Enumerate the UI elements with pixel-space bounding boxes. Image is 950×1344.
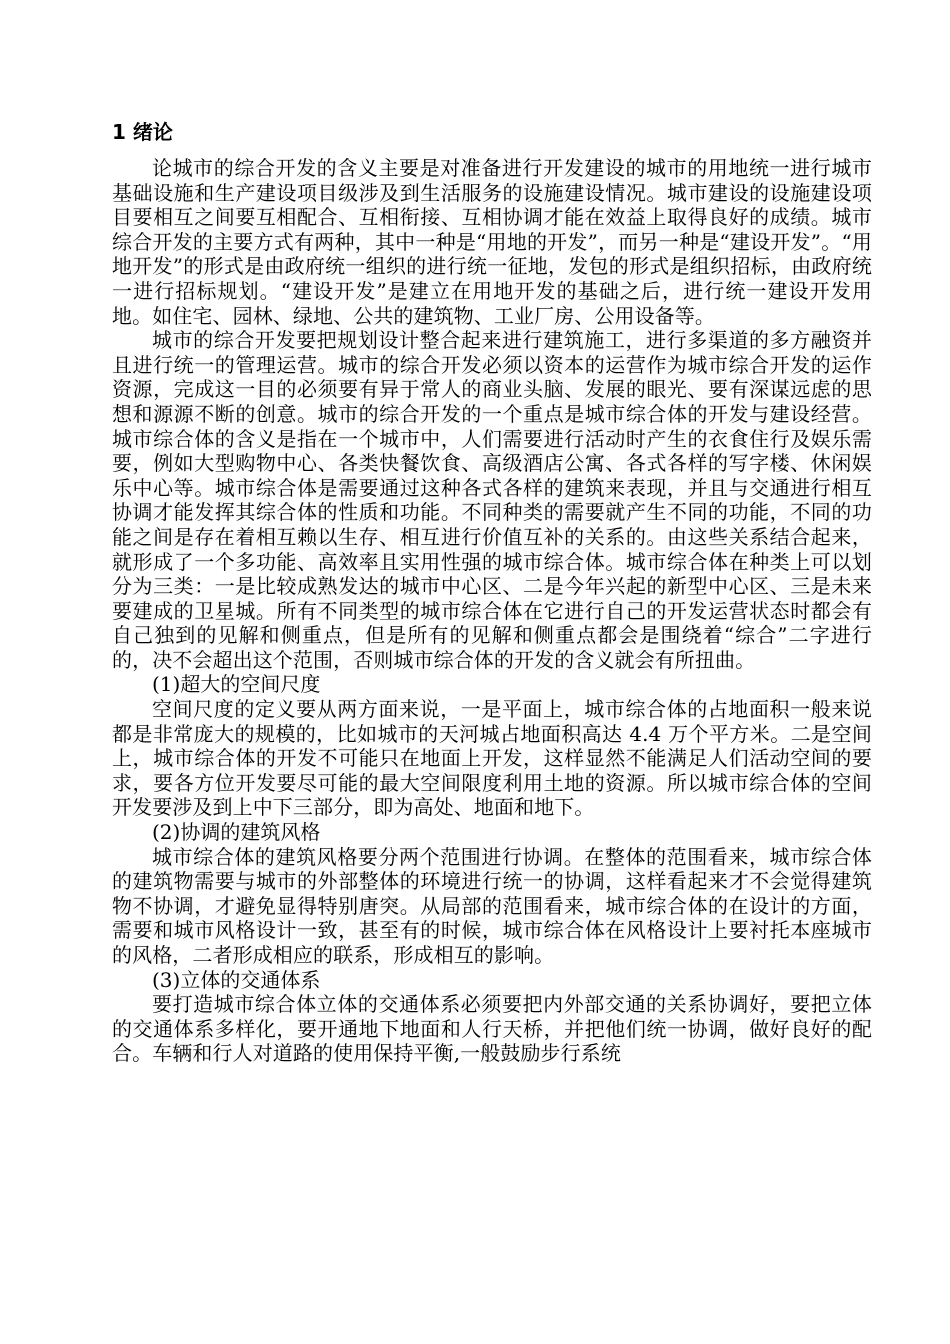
paragraph-space-scale: 空间尺度的定义要从两方面来说，一是平面上，城市综合体的占地面积一般来说都是非常庞大的规模的，比如城市的天河城占地面积高达 4.4 万个平方米。二是空间上，城市综合体的开发不可能只在地面上开发，这样显然不能满足人们活动空间的要求，要各方位开发要尽可能的最大空间限度利用土地的资源。所以城市综合体的空间开发要涉及到上中下三部分，即为高处、地面和地下。 xyxy=(112,697,872,820)
paragraph-traffic-system: 要打造城市综合体立体的交通体系必须要把内外部交通的关系协调好，要把立体的交通体系多样化，要开通地下地面和人行天桥，并把他们统一协调，做好良好的配合。车辆和行人对道路的使用保持平衡,一般鼓励步行系统 xyxy=(112,992,872,1066)
paragraph-urban-complex: 城市的综合开发要把规划设计整合起来进行建筑施工，进行多渠道的多方融资并且进行统一的管理运营。城市的综合开发必须以资本的运营作为城市综合开发的运作资源，完成这一目的必须要有异于常人的商业头脑、发展的眼光、要有深谋远虑的思想和源源不断的创意。城市的综合开发的一个重点是城市综合体的开发与建设经营。城市综合体的含义是指在一个城市中，人们需要进行活动时产生的衣食住行及娱乐需要，例如大型购物中心、各类快餐饮食、高级酒店公寓、各式各样的写字楼、休闲娱乐中心等。城市综合体是需要通过这种各式各样的建筑来表现，并且与交通进行相互协调才能发挥其综合体的性质和功能。不同种类的需要就产生不同的功能，不同的功能之间是存在着相互赖以生存、相互进行价值互补的关系的。由这些关系结合起来，就形成了一个多功能、高效率且实用性强的城市综合体。城市综合体在种类上可以划分为三类：一是比较成熟发达的城市中心区、二是今年兴起的新型中心区、三是未来要建成的卫星城。所有不同类型的城市综合体在它进行自己的开发运营状态时都会有自己独到的见解和侧重点，但是所有的见解和侧重点都会是围绕着“综合”二字进行的，决不会超出这个范围，否则城市综合体的开发的含义就会有所扭曲。 xyxy=(112,328,872,672)
chapter-heading: 1 绪论 xyxy=(112,120,173,144)
subheading-architecture-style: (2)协调的建筑风格 xyxy=(152,820,321,845)
subheading-space-scale: (1)超大的空间尺度 xyxy=(152,672,321,697)
document-page xyxy=(112,118,872,1066)
paragraph-intro: 论城市的综合开发的含义主要是对准备进行开发建设的城市的用地统一进行城市基础设施和生产建设项目级涉及到生活服务的设施建设情况。城市建设的设施建设项目要相互之间要互相配合、互相衔接、互相协调才能在效益上取得良好的成绩。城市综合开发的主要方式有两种，其中一种是“用地的开发”，而另一种是“建设开发”。“用地开发”的形式是由政府统一组织的进行统一征地，发包的形式是组织招标，由政府统一进行招标规划。“建设开发”是建立在用地开发的基础之后，进行统一建设开发用地。如住宅、园林、绿地、公共的建筑物、工业厂房、公用设备等。 xyxy=(112,156,872,328)
paragraph-architecture-style: 城市综合体的建筑风格要分两个范围进行协调。在整体的范围看来，城市综合体的建筑物需要与城市的外部整体的环境进行统一的协调，这样看起来才不会觉得建筑物不协调，才避免显得特别唐突。从局部的范围看来，城市综合体的在设计的方面，需要和城市风格设计一致，甚至有的时候，城市综合体在风格设计上要衬托本座城市的风格，二者形成相应的联系，形成相互的影响。 xyxy=(112,844,872,967)
subheading-traffic-system: (3)立体的交通体系 xyxy=(152,967,321,992)
